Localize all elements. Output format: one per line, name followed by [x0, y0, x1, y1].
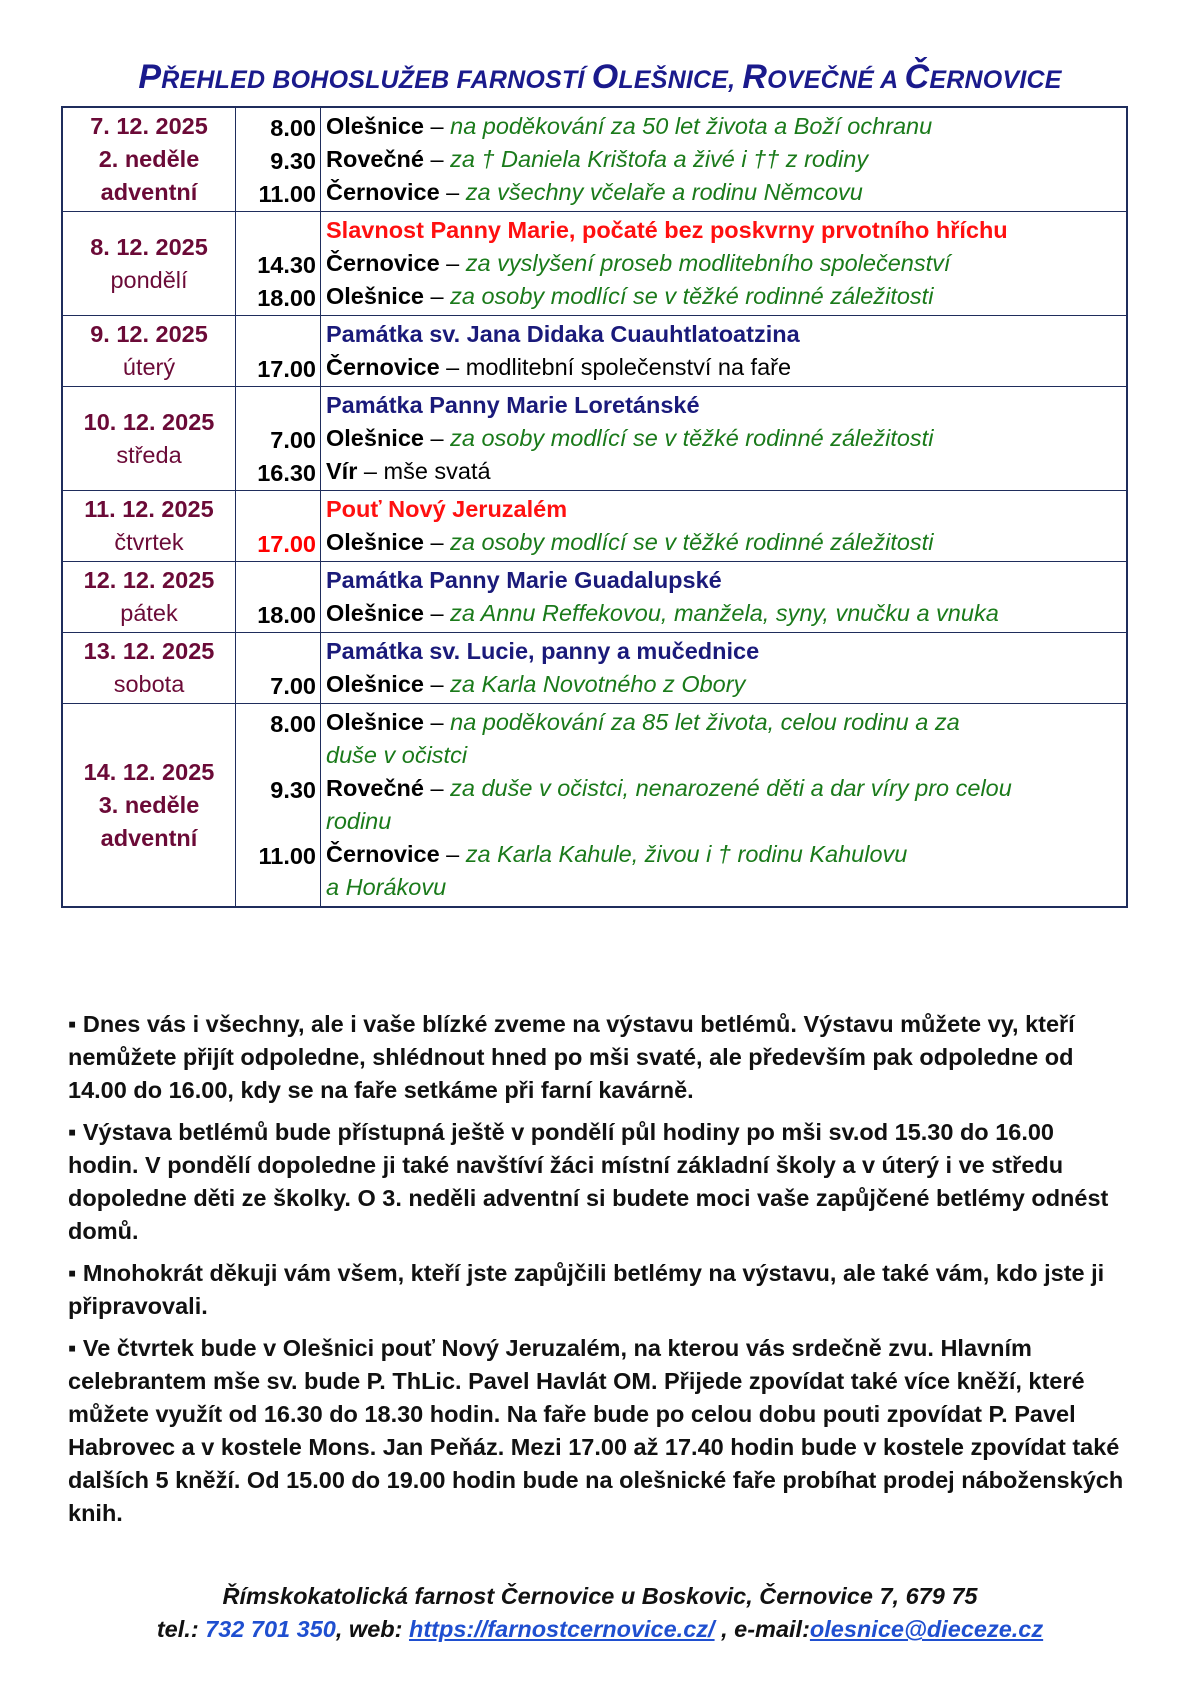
- tel-label: tel.:: [156, 1616, 206, 1642]
- announcement: ▪ Dnes vás i všechny, ale i vaše blízké zveme na výstavu betlémů. Výstavu můžete vy, kteří nemůžete přijít odpoledne, shlédnout hned po mši svaté, ale především pak odpoledne od 14.00 do 16.00, kdy se na faře setkáme při farní kavárně.: [68, 1011, 1075, 1103]
- mass-entry: [326, 668, 1126, 701]
- mass-entry: [326, 706, 1126, 739]
- weekday-label: 2. neděle: [98, 146, 200, 172]
- mass-entry: [326, 422, 1126, 455]
- date-label: 12. 12. 2025: [83, 567, 215, 593]
- date-cell: [62, 107, 236, 212]
- time-spacer: [236, 873, 316, 906]
- description-cell: [321, 107, 1128, 212]
- announcements: [68, 1008, 1128, 1539]
- mass-intention-cont: duše v očistci: [326, 742, 468, 768]
- date-label: 14. 12. 2025: [83, 758, 215, 785]
- mass-entry: [326, 455, 1126, 488]
- phone-number[interactable]: 732 701 350: [205, 1616, 336, 1642]
- schedule-row: [62, 491, 1127, 562]
- mass-place: Černovice: [326, 179, 440, 205]
- time-cell: [236, 704, 321, 908]
- mass-intention: za osoby modlící se v těžké rodinné záležitosti: [450, 425, 934, 451]
- description-cell: [321, 387, 1128, 491]
- date-label: 13. 12. 2025: [83, 638, 215, 664]
- mass-time: 8.00: [270, 711, 316, 737]
- mass-entry: [326, 280, 1126, 313]
- announcement: ▪ Mnohokrát děkuji vám všem, kteří jste zapůjčili betlémy na výstavu, ale také vám, kdo jste ji připravovali.: [68, 1260, 1105, 1319]
- mass-intention: na poděkování za 50 let života a Boží ochranu: [450, 113, 933, 139]
- mass-time: 17.00: [257, 531, 316, 557]
- mass-place: Olešnice: [326, 709, 424, 735]
- parish-address: Římskokatolická farnost Černovice u Boskovic, Černovice 7, 679 75: [222, 1583, 978, 1609]
- time-spacer: [236, 807, 316, 840]
- mass-intention: za osoby modlící se v těžké rodinné záležitosti: [450, 529, 934, 555]
- mass-intention-cont: a Horákovu: [326, 874, 447, 900]
- mass-place: Černovice: [326, 250, 440, 276]
- mass-entry: [326, 351, 1126, 384]
- weekday-label: sobota: [113, 671, 185, 697]
- weekday-label: pondělí: [110, 266, 188, 293]
- separator: –: [357, 458, 384, 484]
- separator: –: [423, 600, 451, 626]
- separator: –: [423, 113, 451, 139]
- separator: –: [423, 775, 451, 801]
- feast-title: Památka sv. Jana Didaka Cuauhtlatoatzina: [326, 321, 800, 347]
- date-cell: [62, 704, 236, 908]
- mass-entry: [326, 110, 1126, 143]
- mass-entry: [326, 772, 1126, 805]
- date-label: 11. 12. 2025: [84, 496, 214, 522]
- separator: –: [439, 841, 466, 867]
- separator: –: [423, 529, 451, 555]
- date-cell: [62, 633, 236, 704]
- mass-schedule-table: [61, 106, 1128, 908]
- website-link[interactable]: https://farnostcernovice.cz/: [408, 1616, 715, 1642]
- mass-intention: za osoby modlící se v těžké rodinné záležitosti: [450, 283, 934, 309]
- schedule-row: [62, 387, 1127, 491]
- date-label: 10. 12. 2025: [83, 408, 215, 435]
- date-cell: [62, 387, 236, 491]
- mass-intention: za vyslyšení proseb modlitebního společenství: [465, 250, 951, 276]
- mass-time: 7.00: [270, 427, 316, 453]
- separator: –: [423, 283, 451, 309]
- date-label: 8. 12. 2025: [90, 233, 208, 260]
- weekday-label: úterý: [122, 354, 176, 380]
- weekday-label: pátek: [120, 600, 178, 626]
- weekday-label-2: adventní: [100, 179, 198, 205]
- time-cell: [236, 562, 321, 633]
- description-cell: [321, 316, 1128, 387]
- weekday-label-2: adventní: [100, 824, 198, 851]
- title-part: R: [742, 58, 768, 96]
- date-label: 7. 12. 2025: [90, 113, 208, 139]
- feast-title: Pouť Nový Jeruzalém: [326, 496, 568, 522]
- mass-place: Olešnice: [326, 425, 424, 451]
- page-title: [0, 58, 1200, 97]
- title-part: Č: [904, 58, 930, 96]
- title-part: ŘEHLED BOHOSLUŽEB FARNOSTÍ: [161, 66, 592, 94]
- mass-note: mše svatá: [383, 458, 491, 484]
- mass-intention: za † Daniela Krištofa a živé i †† z rodiny: [450, 146, 869, 172]
- time-cell: [236, 316, 321, 387]
- description-cell: [321, 704, 1128, 908]
- mass-time: 9.30: [270, 777, 316, 803]
- separator: –: [439, 179, 466, 205]
- separator: –: [423, 709, 451, 735]
- mass-entry: [326, 176, 1126, 209]
- date-cell: [62, 491, 236, 562]
- time-cell: [236, 387, 321, 491]
- announcement: ▪ Ve čtvrtek bude v Olešnici pouť Nový Jeruzalém, na kterou vás srdečně zvu. Hlavním celebrantem mše sv. bude P. ThLic. Pavel Havlát OM. Přijede zpovídat také více kněží, které můžete využít od 16.30 do 18.30 hodin. Na faře bude po celou dobu pouti zpovídat P. Pavel Habrovec a v kostele Mons. Jan Peňáz. Mezi 17.00 až 17.40 hodin bude v kostele zpovídat také dalších 5 kněží. Od 15.00 do 19.00 hodin bude na olešnické faře probíhat prodej náboženských knih.: [68, 1335, 1124, 1526]
- date-cell: [62, 316, 236, 387]
- schedule-row: [62, 633, 1127, 704]
- mass-place: Olešnice: [326, 600, 424, 626]
- title-part: OVEČNÉ A: [767, 66, 905, 94]
- contact-line: [0, 1613, 1200, 1646]
- title-part: O: [591, 58, 619, 96]
- mass-place: Černovice: [326, 841, 440, 867]
- feast-title: Slavnost Panny Marie, počaté bez poskvrny prvotního hříchu: [326, 217, 1008, 243]
- title-part: ERNOVICE: [929, 66, 1062, 94]
- time-cell: [236, 491, 321, 562]
- mass-entry: [326, 838, 1126, 871]
- weekday-label: 3. neděle: [98, 791, 200, 818]
- separator: –: [439, 354, 466, 380]
- separator: –: [423, 425, 451, 451]
- separator: –: [423, 146, 451, 172]
- mass-intention: za Annu Reffekovou, manžela, syny, vnučku a vnuka: [450, 600, 999, 626]
- mass-intention: za Karla Novotného z Obory: [450, 671, 746, 697]
- schedule-row: [62, 212, 1127, 316]
- mass-time: 8.00: [270, 115, 316, 141]
- feast-title: Památka Panny Marie Loretánské: [326, 392, 700, 418]
- time-cell: [236, 633, 321, 704]
- mass-entry: [326, 597, 1126, 630]
- mass-place: Olešnice: [326, 529, 424, 555]
- mass-intention: na poděkování za 85 let života, celou rodinu a za: [450, 709, 960, 735]
- time-cell: [236, 107, 321, 212]
- mass-entry: [326, 247, 1126, 280]
- separator: –: [439, 250, 466, 276]
- mass-intention: za všechny včelaře a rodinu Němcovu: [465, 179, 863, 205]
- title-part: P: [138, 58, 162, 96]
- schedule-row: [62, 316, 1127, 387]
- date-cell: [62, 212, 236, 316]
- footer: [0, 1580, 1200, 1646]
- mass-note: modlitební společenství na faře: [465, 354, 792, 380]
- mass-time: 16.30: [257, 460, 316, 486]
- mass-place: Rovečné: [326, 146, 424, 172]
- description-cell: [321, 633, 1128, 704]
- title-part: LEŠNICE,: [618, 66, 743, 94]
- date-label: 9. 12. 2025: [90, 321, 208, 347]
- mass-time: 18.00: [257, 602, 316, 628]
- mass-time: 7.00: [270, 673, 316, 699]
- time-cell: [236, 212, 321, 316]
- feast-title: Památka Panny Marie Guadalupské: [326, 567, 722, 593]
- mass-intention-cont: rodinu: [326, 808, 392, 834]
- mass-place: Olešnice: [326, 113, 424, 139]
- weekday-label: čtvrtek: [114, 529, 184, 555]
- mass-intention: za duše v očistci, nenarozené děti a dar víry pro celou: [450, 775, 1012, 801]
- feast-title: Památka sv. Lucie, panny a mučednice: [326, 638, 760, 664]
- mass-place: Vír: [326, 458, 358, 484]
- web-label: , web:: [335, 1616, 409, 1642]
- date-cell: [62, 562, 236, 633]
- mass-time: 17.00: [257, 356, 316, 382]
- schedule-row: [62, 704, 1127, 908]
- mass-place: Rovečné: [326, 775, 424, 801]
- mass-place: Olešnice: [326, 671, 424, 697]
- mass-entry: [326, 526, 1126, 559]
- email-link[interactable]: olesnice@dieceze.cz: [809, 1616, 1044, 1642]
- mass-entry: [326, 143, 1126, 176]
- mass-time: 9.30: [270, 148, 316, 174]
- mass-time: 11.00: [258, 181, 316, 207]
- time-spacer: [236, 741, 316, 774]
- mass-place: Černovice: [326, 354, 440, 380]
- schedule-row: [62, 562, 1127, 633]
- schedule-row: [62, 107, 1127, 212]
- announcement: ▪ Výstava betlémů bude přístupná ještě v pondělí půl hodiny po mši sv.od 15.30 do 16.00 hodin. V pondělí dopoledne ji také navštíví žáci místní základní školy a v úterý i ve středu dopoledne děti ze školky. O 3. neděli adventní si budete moci vaše zapůjčené betlémy odnést domů.: [68, 1119, 1109, 1244]
- weekday-label: středa: [116, 441, 182, 468]
- description-cell: [321, 562, 1128, 633]
- mass-time: 14.30: [257, 252, 316, 278]
- mass-place: Olešnice: [326, 283, 424, 309]
- mass-intention: za Karla Kahule, živou i † rodinu Kahulovu: [465, 841, 908, 867]
- description-cell: [321, 212, 1128, 316]
- mass-time: 11.00: [258, 843, 316, 869]
- mass-time: 18.00: [257, 285, 316, 311]
- separator: –: [423, 671, 451, 697]
- description-cell: [321, 491, 1128, 562]
- email-label: , e-mail:: [714, 1616, 810, 1642]
